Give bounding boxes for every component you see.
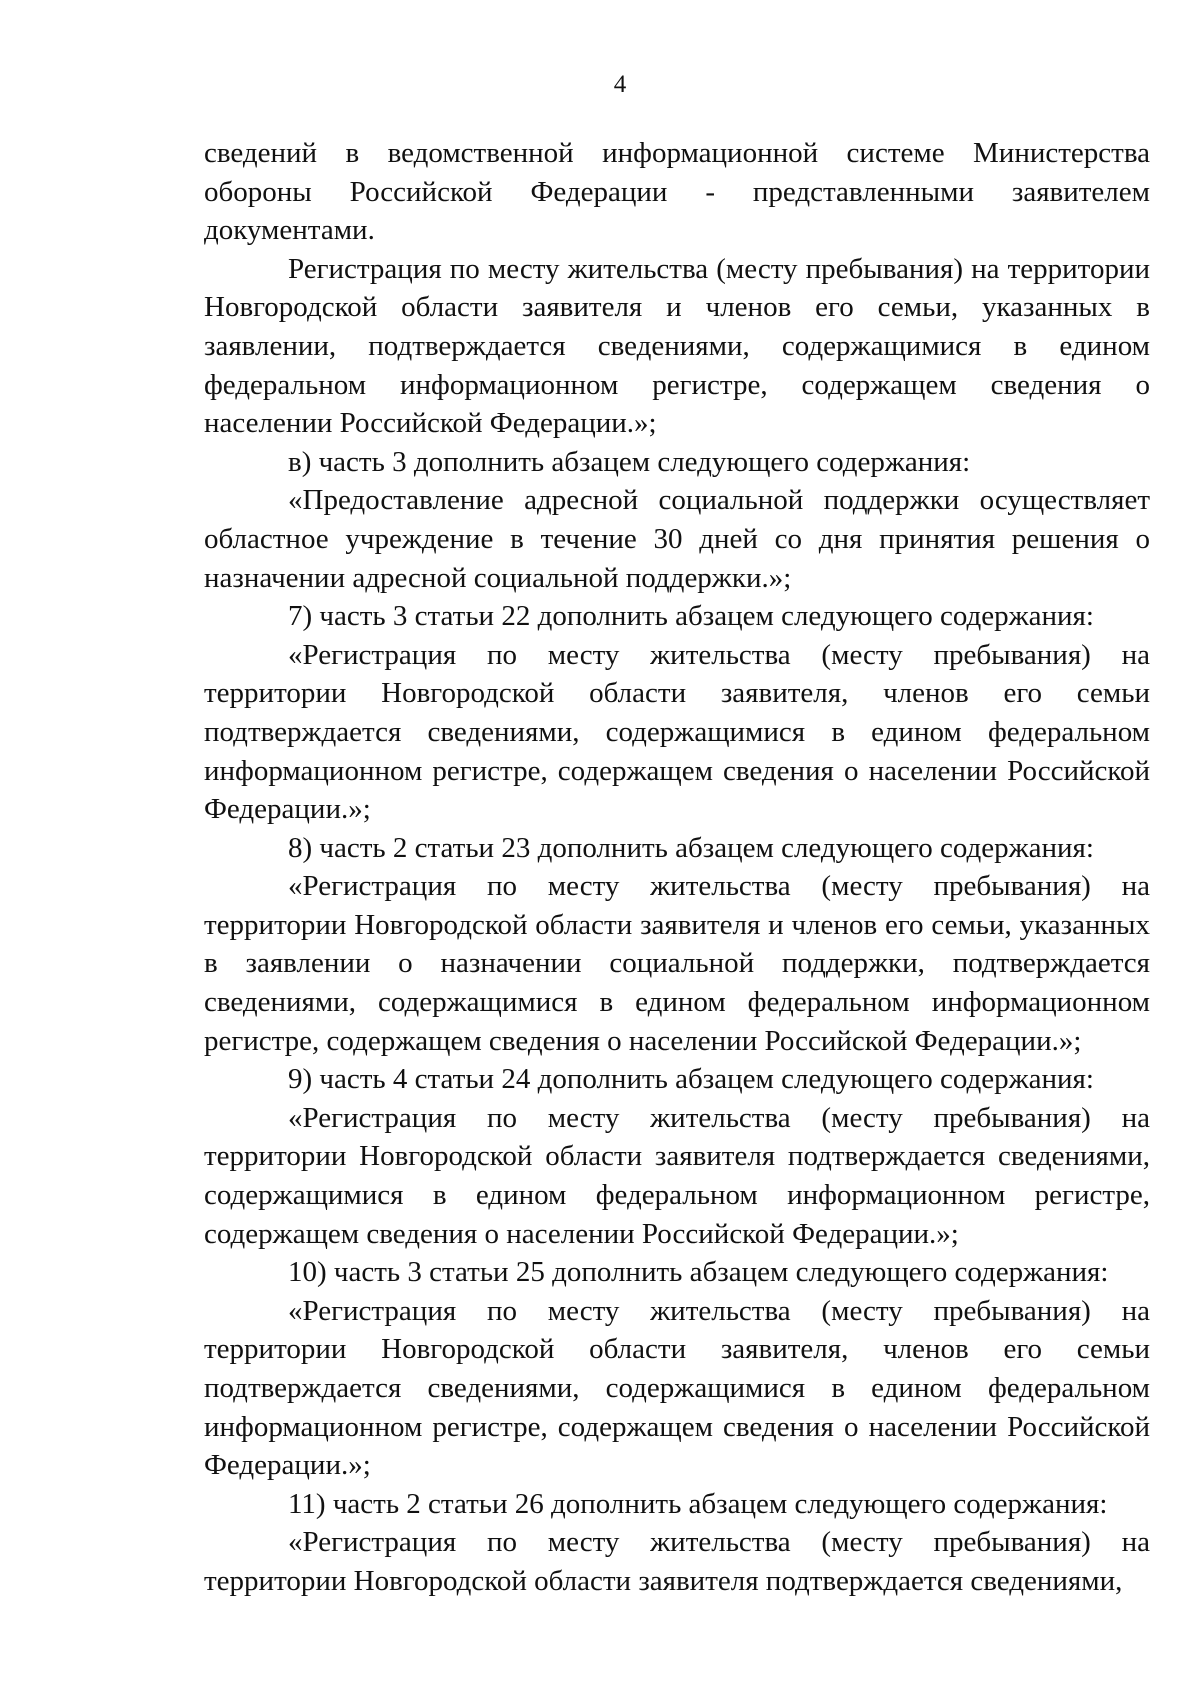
paragraph: сведений в ведомственной информационной системе Министерства обороны Российской Федерации - представленными заявителем документами. xyxy=(204,137,1150,247)
paragraph: в) часть 3 дополнить абзацем следующего содержания: xyxy=(288,445,971,478)
page-number: 4 xyxy=(613,71,627,98)
paragraph: «Предоставление адресной социальной поддержки осуществляет областное учреждение в течение 30 дней со дня принятия решения о назначении адресной социальной поддержки.»; xyxy=(204,484,1150,594)
paragraph: «Регистрация по месту жительства (месту пребывания) на территории Новгородской области заявителя, членов его семьи подтверждается сведениями, содержащимися в едином федеральном информационном регистре, содержащем сведения о населении Российской Федерации.»; xyxy=(204,638,1150,826)
paragraph: «Регистрация по месту жительства (месту пребывания) на территории Новгородской области заявителя подтверждается сведениями, содержащимися в едином федеральном информационном регистре, содержащем сведения о населении Российской Федерации.»; xyxy=(204,1101,1150,1250)
paragraph: «Регистрация по месту жительства (месту пребывания) на территории Новгородской области заявителя, членов его семьи подтверждается сведениями, содержащимися в едином федеральном информационном регистре, содержащем сведения о населении Российской Федерации.»; xyxy=(204,1294,1150,1482)
paragraph: «Регистрация по месту жительства (месту пребывания) на территории Новгородской области заявителя подтверждается сведениями, xyxy=(204,1526,1150,1597)
document-body xyxy=(204,134,1150,1601)
paragraph: 11) часть 2 статьи 26 дополнить абзацем следующего содержания: xyxy=(288,1487,1108,1520)
paragraph: 8) часть 2 статьи 23 дополнить абзацем следующего содержания: xyxy=(288,831,1094,864)
paragraph: «Регистрация по месту жительства (месту пребывания) на территории Новгородской области заявителя и членов его семьи, указанных в заявлении о назначении социальной поддержки, подтверждается сведениями, содержащимися в едином федеральном информационном регистре, содержащем сведения о населении Российской Федерации.»; xyxy=(204,870,1150,1057)
paragraph: 7) часть 3 статьи 22 дополнить абзацем следующего содержания: xyxy=(288,600,1094,633)
paragraph: 10) часть 3 статьи 25 дополнить абзацем следующего содержания: xyxy=(288,1256,1109,1289)
paragraph: 9) часть 4 статьи 24 дополнить абзацем следующего содержания: xyxy=(288,1063,1094,1096)
paragraph: Регистрация по месту жительства (месту пребывания) на территории Новгородской области заявителя и членов его семьи, указанных в заявлении, подтверждается сведениями, содержащимися в едином федеральном информационном регистре, содержащем сведения о населении Российской Федерации.»; xyxy=(204,252,1150,440)
